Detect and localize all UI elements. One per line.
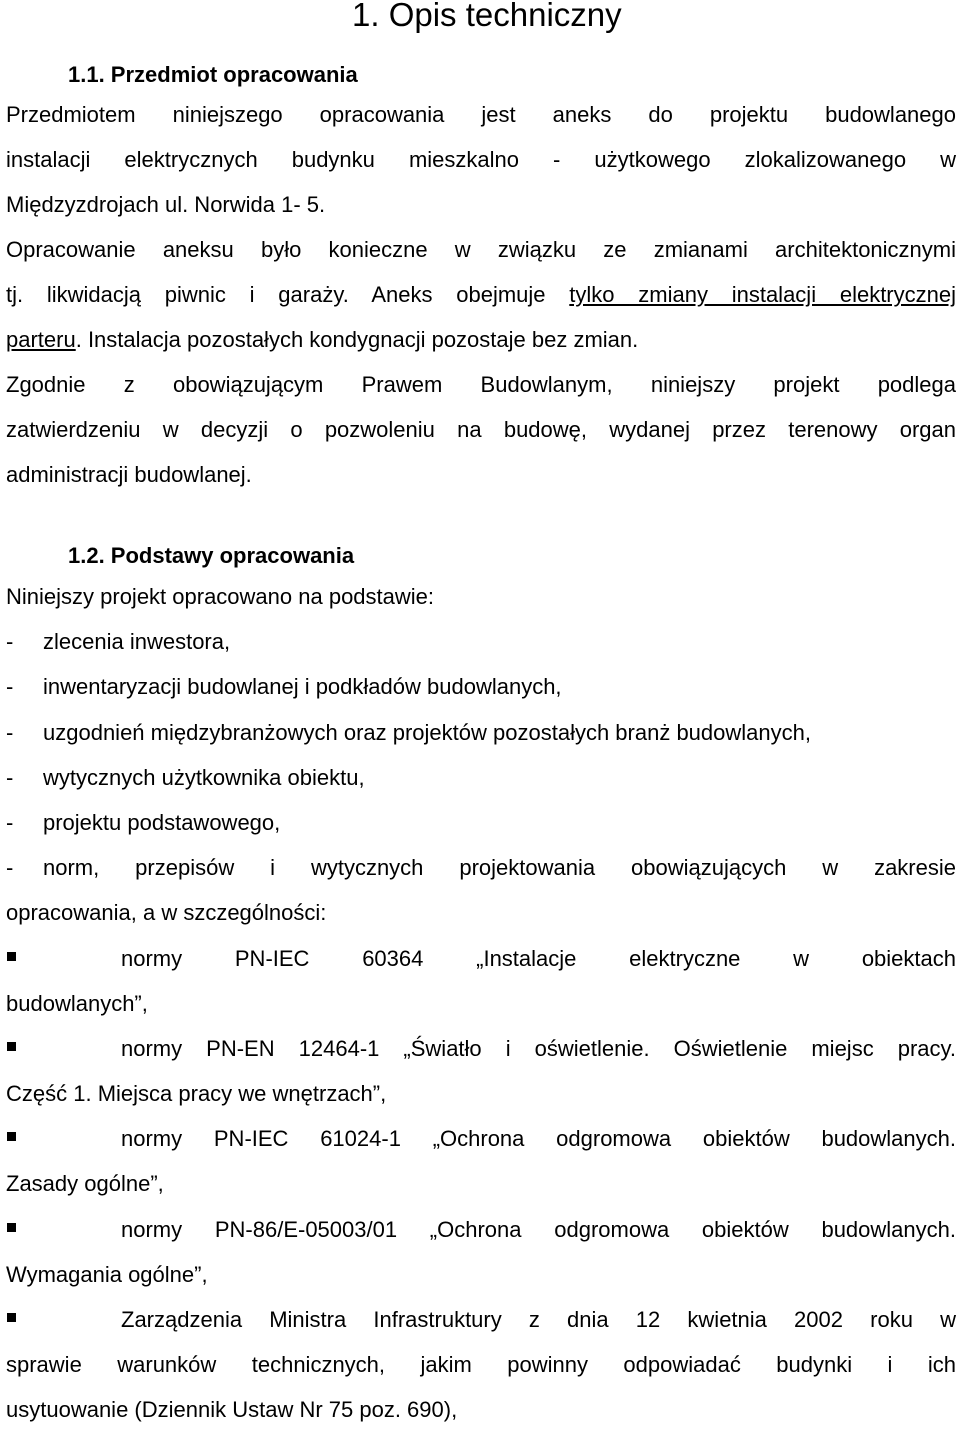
list-item-text: wytycznych użytkownika obiektu, bbox=[43, 764, 365, 790]
bullet-continuation bbox=[6, 1342, 956, 1387]
bullet-continuation: Wymagania ogólne”, bbox=[6, 1261, 208, 1287]
paragraph-line: zatwierdzeniu w decyzji o pozwoleniu na budowę, wydanej przez terenowy organ bbox=[6, 417, 956, 442]
bullet-item bbox=[6, 1026, 956, 1071]
list-item-text: zlecenia inwestora, bbox=[43, 629, 231, 655]
bullet-text: sprawie warunków technicznych, jakim powinny odpowiadać budynki i ich bbox=[6, 1352, 956, 1378]
dash-marker: - bbox=[6, 719, 14, 745]
square-bullet-icon bbox=[7, 952, 16, 961]
list-item bbox=[6, 619, 956, 664]
bullet-text: normy PN-EN 12464-1 „Światło i oświetlenie. Oświetlenie miejsc pracy. bbox=[121, 1035, 956, 1061]
paragraph-line bbox=[6, 317, 956, 362]
paragraph-text: . Instalacja pozostałych kondygnacji pozostaje bez zmian. bbox=[75, 327, 639, 352]
list-item-text: projektu podstawowego, bbox=[43, 809, 281, 835]
paragraph-line: Międzyzdrojach ul. Norwida 1- 5. bbox=[6, 192, 326, 217]
square-bullet-icon bbox=[7, 1313, 16, 1322]
list-item-text: uzgodnień międzybranżowych oraz projektów pozostałych branż budowlanych, bbox=[43, 719, 811, 745]
dash-marker: - bbox=[6, 629, 14, 655]
bullet-text: normy PN-IEC 60364 „Instalacje elektryczne w obiektach bbox=[121, 945, 956, 971]
square-bullet-icon bbox=[7, 1223, 16, 1232]
paragraph-line bbox=[6, 272, 956, 317]
dash-marker: - bbox=[6, 674, 14, 700]
list-item bbox=[6, 845, 956, 890]
section-1-1-paragraph-2 bbox=[6, 362, 956, 497]
bullet-continuation: usytuowanie (Dziennik Ustaw Nr 75 poz. 690), bbox=[6, 1397, 458, 1423]
bullet-item bbox=[6, 936, 956, 981]
list-item bbox=[6, 710, 956, 755]
paragraph-line: Zgodnie z obowiązującym Prawem Budowlanym, niniejszy projekt podlega bbox=[6, 372, 956, 397]
bullet-continuation: budowlanych”, bbox=[6, 990, 148, 1016]
paragraph-line: Opracowanie aneksu było konieczne w związku ze zmianami architektonicznymi bbox=[6, 237, 956, 262]
bullet-item bbox=[6, 1207, 956, 1252]
paragraph-line: administracji budowlanej. bbox=[6, 462, 252, 487]
bullet-item bbox=[6, 1297, 956, 1342]
paragraph-text: tj. likwidacją piwnic i garaży. Aneks obejmuje bbox=[6, 282, 570, 307]
paragraph-line: instalacji elektrycznych budynku mieszkalno - użytkowego zlokalizowanego w bbox=[6, 147, 956, 172]
document-title: 1. Opis techniczny bbox=[352, 0, 622, 33]
bullet-text: normy PN-IEC 61024-1 „Ochrona odgromowa obiektów budowlanych. bbox=[121, 1126, 956, 1152]
list-item-text: inwentaryzacji budowlanej i podkładów budowlanych, bbox=[43, 674, 562, 700]
bullet-item bbox=[6, 1116, 956, 1161]
intro-line: Niniejszy projekt opracowano na podstawie: bbox=[6, 584, 435, 609]
dash-marker: - bbox=[6, 855, 14, 881]
list-item-text: norm, przepisów i wytycznych projektowania obowiązujących w zakresie bbox=[43, 855, 956, 881]
section-heading-1-1: 1.1. Przedmiot opracowania bbox=[68, 62, 358, 87]
dash-marker: - bbox=[6, 764, 14, 790]
paragraph-line: Przedmiotem niniejszego opracowania jest aneks do projektu budowlanego bbox=[6, 102, 956, 127]
list-item bbox=[6, 664, 956, 709]
square-bullet-icon bbox=[7, 1132, 16, 1141]
list-item bbox=[6, 755, 956, 800]
bullet-text: Zarządzenia Ministra Infrastruktury z dnia 12 kwietnia 2002 roku w bbox=[121, 1307, 956, 1332]
bullet-continuation: Część 1. Miejsca pracy we wnętrzach”, bbox=[6, 1081, 387, 1107]
underlined-text: tylko zmiany instalacji elektrycznej bbox=[569, 282, 956, 307]
bullet-text: normy PN-86/E-05003/01 „Ochrona odgromowa obiektów budowlanych. bbox=[121, 1216, 956, 1242]
dash-marker: - bbox=[6, 809, 14, 835]
list-item-continuation: opracowania, a w szczególności: bbox=[6, 900, 327, 926]
list-item bbox=[6, 800, 956, 845]
bullet-continuation: Zasady ogólne”, bbox=[6, 1171, 164, 1197]
section-heading-1-2: 1.2. Podstawy opracowania bbox=[68, 543, 355, 568]
square-bullet-icon bbox=[7, 1042, 16, 1051]
section-1-2-body bbox=[6, 574, 956, 1433]
underlined-text: parteru bbox=[6, 327, 76, 352]
section-1-1-paragraph-1 bbox=[6, 92, 956, 362]
